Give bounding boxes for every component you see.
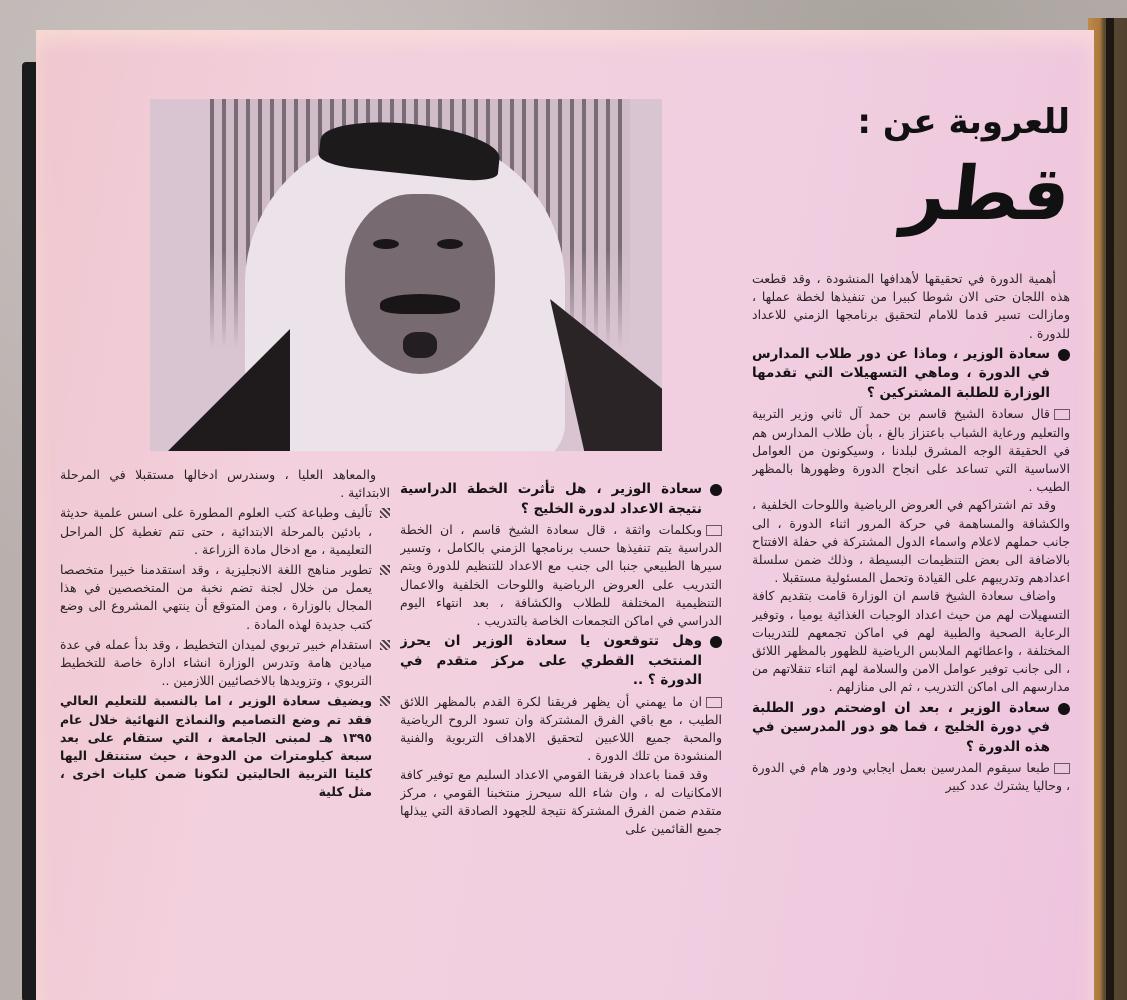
paragraph-text: ويضيف سعادة الوزير ، اما بالنسبة للتعليم العالي فقد تم وضع التصاميم والنماذج النهائية خلال عام ١٣٩٥ هـ لمبنى الجامعة ، التي ستقام على بعد سبعة كيلومترات من الدوحة ، حيث ستنتقل اليها كليتا التربية الحاليتين لتكونا ضمن كليات اخرى ، مثل كلية: [60, 693, 372, 800]
paragraph-text: تطوير مناهج اللغة الانجليزية ، وقد استقدمنا خبيرا متخصصا يعمل من خلال لجنة تضم نخبة من المتخصصين في هذا المجال بالوزارة ، ومن المتوقع أن ينتهي المشروع الى وضع كتب جديدة لهذه المادة .: [60, 562, 372, 632]
paragraph-text: واضاف سعادة الشيخ قاسم ان الوزارة قامت بتقديم كافة التسهيلات لهم من حيث اعداد الوجبات الغذائية يوميا ، وتوفير الرعاية الصحية والطبية لهم في اماكن تجمعهم للتدريبات المختلفة ، واعطائهم الملابس الرياضية للظهور بالمظهر اللائق ، الى جانب توفير عوامل الامن والسلامة لهم اثناء تنقلاتهم من مدارسهم الى اماكن التدريب ، ثم الى منازلهم .: [752, 588, 1070, 695]
paragraph-text: ان ما يهمني أن يظهر فريقنا لكرة القدم بالمظهر اللائق الطيب ، مع باقي الفرق المشتركة وان تسود الروح الرياضية والمحبة جميع اللاعبين لتحقيق الاهداف التربوية والفنية المنشودة من تلك الدورة .: [400, 693, 722, 764]
interview-answer: [752, 405, 1070, 496]
photo-eye-right: [437, 239, 463, 249]
paragraph-text: وهل تتوقعون يا سعادة الوزير ان يحرز المنتخب القطري على مركز متقدم في الدورة ؟ ..: [400, 633, 702, 689]
list-marker-icon: [380, 696, 390, 706]
portrait-photo: [150, 99, 662, 451]
bullet-dot-icon: [1058, 349, 1070, 361]
list-item: [60, 636, 390, 691]
paragraph-text: قال سعادة الشيخ قاسم بن حمد آل ثاني وزير التربية والتعليم ورعاية الشباب باعتزاز بالغ ، بأن طلاب المدارس هم في الحقيقة الوجه المشرق لبلدنا ، وسيكونون من العوامل الاساسية التي تساعد على انجاح الدورة وظهورها بالمظهر الطيب .: [752, 406, 1070, 495]
list-item: [60, 692, 390, 801]
photo-face: [345, 194, 495, 374]
bullet-dot-icon: [710, 484, 722, 496]
cover-spine-edge: [1106, 18, 1114, 1000]
interview-answer: [400, 693, 722, 766]
article-column-right: [752, 270, 1070, 1000]
paragraph-text: أهمية الدورة في تحقيقها لأهدافها المنشودة ، وقد قطعت هذه اللجان حتى الان شوطا كبيرا من تنفيذها لخطة عملها ، ومازالت تسير قدما للامام لتحقيق برنامجها الزمني للاعداد للدورة .: [752, 271, 1070, 341]
paragraph-text: سعادة الوزير ، بعد ان اوضحتم دور الطلبة في دورة الخليج ، فما هو دور المدرسين في هذه الدورة ؟: [752, 699, 1050, 755]
answer-box-icon: [706, 525, 722, 536]
list-marker-icon: [380, 565, 390, 575]
body-paragraph: [752, 496, 1070, 587]
list-marker-icon: [380, 508, 390, 518]
body-paragraph: [752, 270, 1070, 343]
paragraph-text: طبعا سيقوم المدرسين بعمل ايجابي ودور هام في الدورة ، وحاليا يشترك عدد كبير: [752, 760, 1070, 794]
paragraph-text: استقدام خبير تربوي لميدان التخطيط ، وقد بدأ عمله في عدة ميادين هامة وتدرس الوزارة انشاء ادارة خاصة للتخطيط التربوي ، وتزويدها بالاخصائيين اللازمين ..: [60, 636, 372, 689]
list-marker-icon: [380, 640, 390, 650]
photo-mustache: [380, 294, 460, 314]
photo-beard: [403, 332, 437, 358]
list-item: [60, 561, 390, 634]
answer-box-icon: [1054, 763, 1070, 774]
photo-eye-left: [373, 239, 399, 249]
body-paragraph: [400, 766, 722, 839]
article-headline: [830, 100, 1075, 270]
paragraph-text: والمعاهد العليا ، وسندرس ادخالها مستقبلا في المرحلة الابتدائية .: [60, 467, 390, 501]
interview-answer: [400, 521, 722, 630]
body-paragraph: [752, 587, 1070, 696]
answer-box-icon: [706, 697, 722, 708]
article-column-left: [60, 466, 390, 1000]
interview-answer: [752, 759, 1070, 795]
bullet-dot-icon: [1058, 703, 1070, 715]
headline-title: قطر: [898, 151, 1075, 237]
paragraph-text: سعادة الوزير ، وماذا عن دور طلاب المدارس في الدورة ، وماهي التسهيلات التي تقدمها الوزارة للطلبة المشتركين ؟: [752, 345, 1050, 401]
paragraph-text: سعادة الوزير ، هل تأثرت الخطة الدراسية نتيجة الاعداد لدورة الخليج ؟: [400, 481, 702, 517]
article-column-middle: [400, 478, 722, 1000]
bullet-dot-icon: [710, 636, 722, 648]
list-item: [60, 504, 390, 559]
paragraph-text: وقد تم اشتراكهم في العروض الرياضية واللوحات الخلفية ، والكشافة والمساهمة في حركة المرور اثناء الدورة ، الى جانب حملهم لاعلام واسماء الدول المشتركة في حفلة الافتتاح بالاضافة الى بعض التنظيمات البسيطة ، وذلك ضمن سلسلة اعدادهم وتدريبهم على القيادة وتحمل المسئولية مستقبلا .: [752, 497, 1070, 586]
answer-box-icon: [1054, 409, 1070, 420]
paragraph-text: تأليف وطباعة كتب العلوم المطورة على اسس علمية حديثة ، بادئين بالمرحلة الابتدائية ، حتى تتم تغطية كل المراحل التعليمية ، مع ادخال مادة الزراعة .: [60, 505, 372, 557]
paragraph-text: وبكلمات واثقة ، قال سعادة الشيخ قاسم ، ان الخطة الدراسية يتم تنفيذها حسب برنامجها الزمني بالكامل ، وتسير سيرها الطبيعي جنبا الى جنب مع الاعداد للتنظيم للدورة ويتم التدريب على العروض الرياضية واللوحات الخلفية والاعمال التنظيمية المختلفة للطلاب والكشافة ، بعد انتهاء اليوم الدراسي في اماكن التجمعات الخاصة بالتدريب .: [400, 522, 722, 629]
headline-kicker: للعروبة عن :: [857, 102, 1070, 142]
body-paragraph: [60, 466, 390, 502]
interview-question: [400, 480, 722, 519]
interview-question: [400, 632, 722, 691]
interview-question: [752, 699, 1070, 758]
interview-question: [752, 345, 1070, 404]
paragraph-text: وقد قمنا باعداد فريقنا القومي الاعداد السليم مع توفير كافة الامكانيات له ، وان شاء الله سيحرز منتخبنا القومي ، مركز متقدم ضمن الفرق المشتركة نتيجة للجهود الصادقة التي يبذلها جميع القائمين على: [400, 766, 722, 837]
